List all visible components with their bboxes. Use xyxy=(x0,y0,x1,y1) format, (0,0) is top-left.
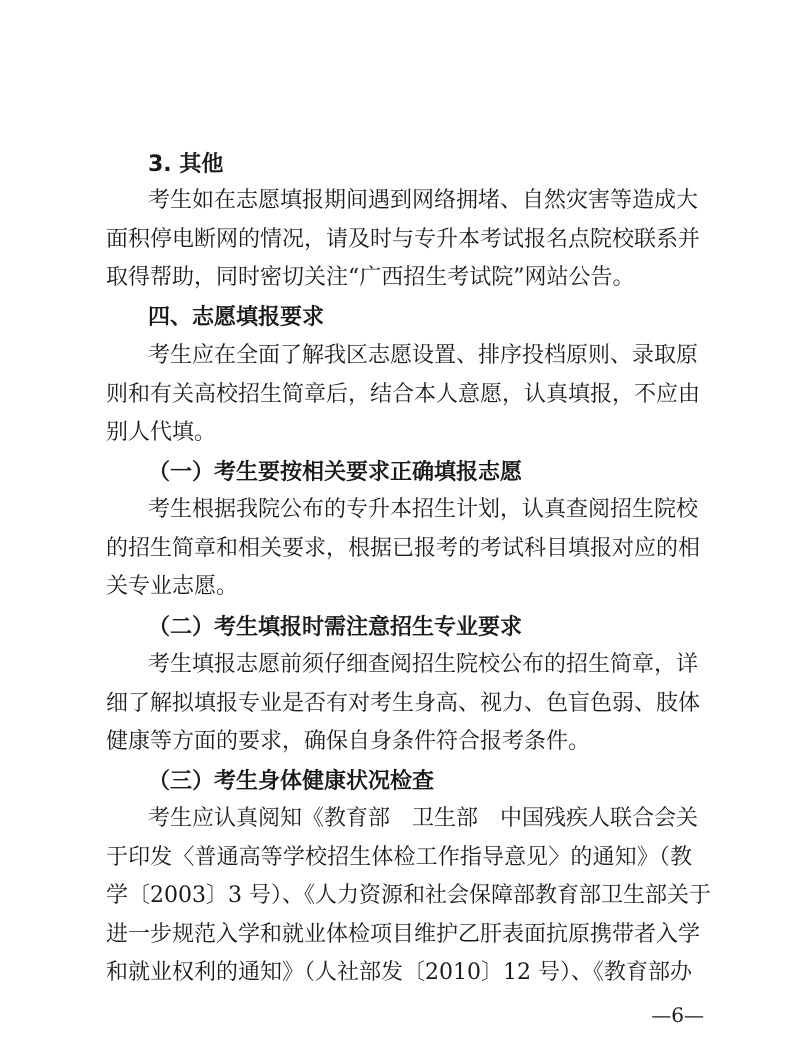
section-4-paragraph-line: 别人代填。 xyxy=(106,420,217,445)
subsection-3-paragraph-line: 学〔2003〕3 号）、《人力资源和社会保障部教育部卫生部关于 xyxy=(106,883,711,908)
subsection-3-heading: （三）考生身体健康状况检查 xyxy=(148,768,435,794)
subsection-2-heading: （二）考生填报时需注意招生专业要求 xyxy=(148,614,523,640)
subsection-3-paragraph-line: 和就业权利的通知》（人社部发〔2010〕12 号）、《教育部办 xyxy=(106,960,692,985)
subsection-1-heading: （一）考生要按相关要求正确填报志愿 xyxy=(148,459,523,485)
subsection-2-paragraph-line: 细了解拟填报专业是否有对考生身高、视力、色盲色弱、肢体 xyxy=(106,691,701,716)
section-4-paragraph-line: 则和有关高校招生简章后，结合本人意愿，认真填报，不应由 xyxy=(106,382,701,407)
subsection-1-paragraph-line: 的招生简章和相关要求，根据已报考的考试科目填报对应的相 xyxy=(106,536,701,561)
section-4-heading: 四、志愿填报要求 xyxy=(148,305,325,330)
subsection-3-paragraph-line: 于印发〈普通高等学校招生体检工作指导意见〉的通知》（教 xyxy=(106,845,692,870)
page-number: —6— xyxy=(651,1003,704,1027)
section-3-paragraph-line: 取得帮助，同时密切关注“广西招生考试院”网站公告。 xyxy=(106,265,635,290)
section-3-heading: 3. 其他 xyxy=(148,152,224,177)
subsection-2-paragraph-line: 健康等方面的要求，确保自身条件符合报考条件。 xyxy=(106,729,591,754)
subsection-3-paragraph-line: 进一步规范入学和就业体检项目维护乙肝表面抗原携带者入学 xyxy=(106,922,701,947)
subsection-3-paragraph-line: 考生应认真阅知《教育部 卫生部 中国残疾人联合会关 xyxy=(148,806,699,831)
subsection-1-paragraph-line: 考生根据我院公布的专升本招生计划，认真查阅招生院校 xyxy=(148,497,699,522)
subsection-2-paragraph-line: 考生填报志愿前须仔细查阅招生院校公布的招生简章，详 xyxy=(148,652,699,677)
subsection-1-paragraph-line: 关专业志愿。 xyxy=(106,574,239,599)
section-3-paragraph-line: 面积停电断网的情况，请及时与专升本考试报名点院校联系并 xyxy=(106,227,701,252)
section-3-paragraph-line: 考生如在志愿填报期间遇到网络拥堵、自然灾害等造成大 xyxy=(148,188,699,213)
section-4-paragraph-line: 考生应在全面了解我区志愿设置、排序投档原则、录取原 xyxy=(148,343,699,368)
